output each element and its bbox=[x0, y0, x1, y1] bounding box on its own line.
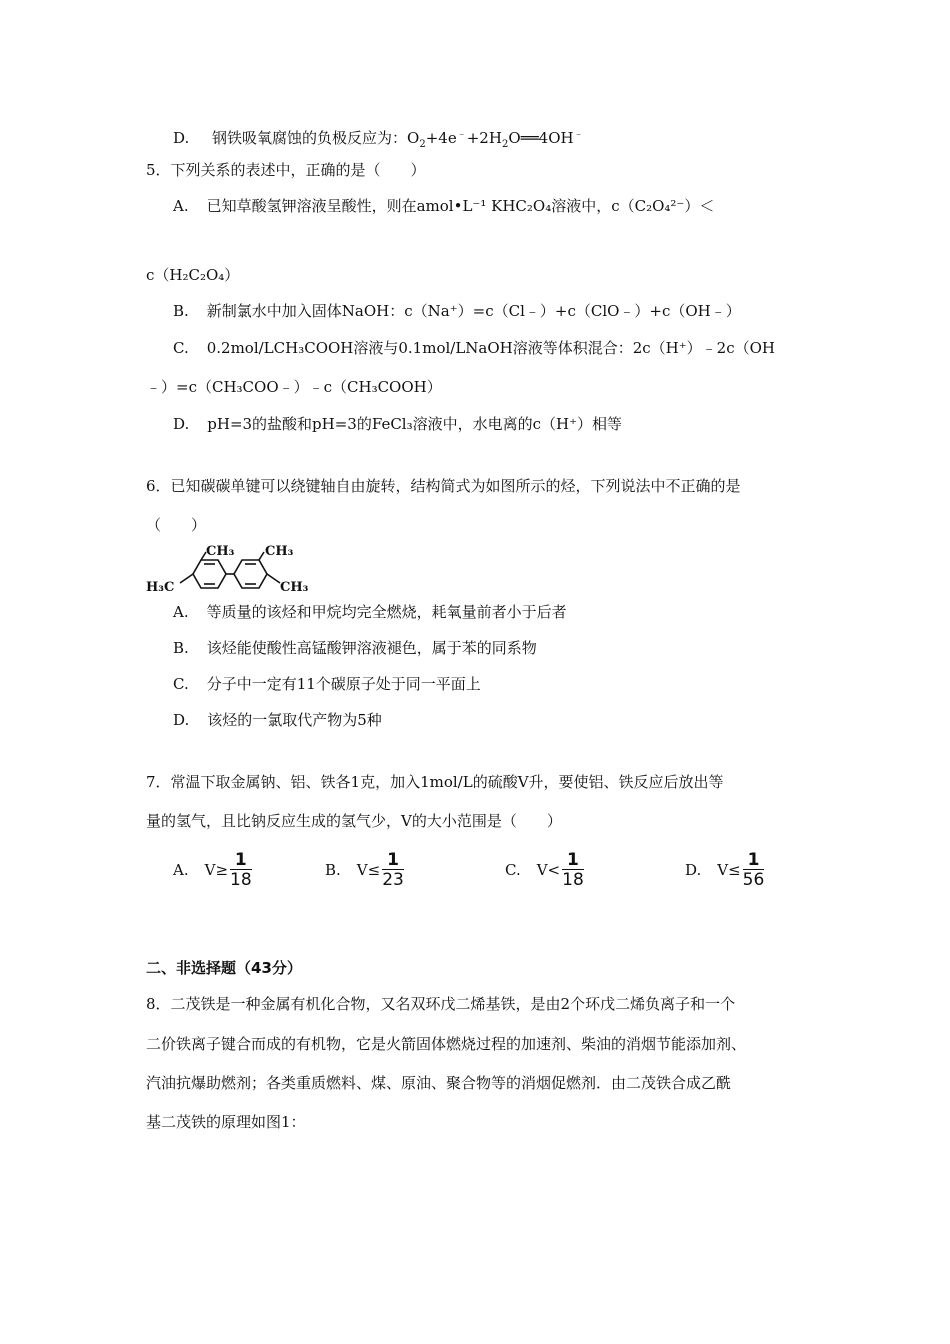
option-label: A. bbox=[173, 861, 189, 879]
option-relation: V≥ bbox=[204, 861, 229, 879]
option-text: 等质量的该烃和甲烷均完全燃烧，耗氧量前者小于后者 bbox=[206, 603, 567, 621]
option-label: B. bbox=[173, 302, 189, 320]
option-label: C. bbox=[505, 861, 521, 879]
q5-option-c bbox=[173, 338, 775, 358]
fraction: $\frac{1}{18}$ bbox=[562, 849, 584, 890]
q4-option-d bbox=[173, 128, 584, 148]
fraction: $\frac{1}{23}$ bbox=[382, 849, 404, 890]
fraction: $\frac{1}{18}$ bbox=[230, 849, 252, 890]
q5-option-a bbox=[173, 196, 714, 216]
option-label: D. bbox=[173, 711, 190, 729]
q5-option-c-cont: ﹣）=c（CH₃COO﹣）﹣c（CH₃COOH） bbox=[146, 378, 442, 396]
q8-paragraph-line: 汽油抗爆助燃剂；各类重质燃料、煤、原油、聚合物等的消烟促燃剂．由二茂铁合成乙酰 bbox=[146, 1074, 732, 1092]
option-relation: V≤ bbox=[356, 861, 381, 879]
q6-option-c bbox=[173, 674, 481, 694]
fraction: $\frac{1}{56}$ bbox=[742, 849, 765, 890]
q6-option-d bbox=[173, 710, 382, 730]
option-label: D. bbox=[685, 861, 702, 879]
q7-option-b bbox=[325, 848, 404, 892]
methyl-label-top-right: CH₃ bbox=[265, 545, 294, 559]
methyl-label-top-left: CH₃ bbox=[206, 545, 235, 559]
option-label: D. bbox=[173, 415, 190, 433]
q5-option-a-cont: c（H₂C₂O₄） bbox=[146, 266, 240, 284]
option-label: A. bbox=[173, 197, 189, 215]
methyl-label-left: H₃C bbox=[146, 580, 175, 595]
q5-option-d bbox=[173, 414, 622, 434]
option-text: pH=3的盐酸和pH=3的FeCl₃溶液中，水电离的c（H⁺）相等 bbox=[207, 415, 623, 433]
option-text: 分子中一定有11个碳原子处于同一平面上 bbox=[206, 675, 481, 693]
q6-stem: 6．已知碳碳单键可以绕键轴自由旋转，结构简式为如图所示的烃，下列说法中不正确的是 bbox=[146, 477, 741, 495]
option-text: 钢铁吸氧腐蚀的负极反应为：$O_2+4e^﹣+2H_2O══4OH^﹣$ bbox=[212, 129, 584, 150]
q8-paragraph-line: 基二茂铁的原理如图1： bbox=[146, 1113, 306, 1131]
option-text: 该烃能使酸性高锰酸钾溶液褪色，属于苯的同系物 bbox=[206, 639, 537, 657]
q6-option-a bbox=[173, 602, 567, 622]
option-label: B. bbox=[325, 861, 341, 879]
option-text: 0.2mol/LCH₃COOH溶液与0.1mol/LNaOH溶液等体积混合：2c（H⁺）﹣2c（OH bbox=[206, 339, 775, 357]
option-label: A. bbox=[173, 603, 189, 621]
q7-option-a bbox=[173, 848, 252, 892]
q7-option-c bbox=[505, 848, 584, 892]
q5-option-b bbox=[173, 301, 741, 321]
option-text: 新制氯水中加入固体NaOH：c（Na⁺）=c（Cl﹣）+c（ClO﹣）+c（OH﹣） bbox=[206, 302, 741, 320]
q7-option-d bbox=[685, 848, 764, 892]
option-label: C. bbox=[173, 339, 189, 357]
option-relation: V≤ bbox=[717, 861, 741, 879]
q7-stem-cont: 量的氢气，且比钠反应生成的氢气少，V的大小范围是（ ） bbox=[146, 812, 562, 830]
molecule-structure-image bbox=[146, 545, 346, 601]
q8-paragraph-line: 二价铁离子键合而成的有机物，它是火箭固体燃烧过程的加速剂、柴油的消烟节能添加剂、 bbox=[146, 1035, 747, 1053]
option-relation: V< bbox=[536, 861, 561, 879]
option-label: C. bbox=[173, 675, 189, 693]
option-text: 该烃的一氯取代产物为5种 bbox=[207, 711, 382, 729]
q6-option-b bbox=[173, 638, 537, 658]
q7-stem: 7．常温下取金属钠、铝、铁各1克，加入1mol/L的硫酸V升，要使铝、铁反应后放出等 bbox=[146, 773, 724, 791]
section-heading: 二、非选择题（43分） bbox=[146, 959, 302, 977]
option-label: B. bbox=[173, 639, 189, 657]
q8-paragraph-line: 8．二茂铁是一种金属有机化合物，又名双环戊二烯基铁，是由2个环戊二烯负离子和一个 bbox=[146, 995, 736, 1013]
methyl-label-right: CH₃ bbox=[280, 580, 309, 595]
q6-stem-cont: （ ） bbox=[146, 516, 207, 534]
option-text: 已知草酸氢钾溶液呈酸性，则在amol•L⁻¹ KHC₂O₄溶液中，c（C₂O₄²⁻）＜ bbox=[206, 197, 715, 215]
option-label: D. bbox=[173, 129, 190, 147]
q5-stem: 5．下列关系的表述中，正确的是（ ） bbox=[146, 161, 426, 179]
